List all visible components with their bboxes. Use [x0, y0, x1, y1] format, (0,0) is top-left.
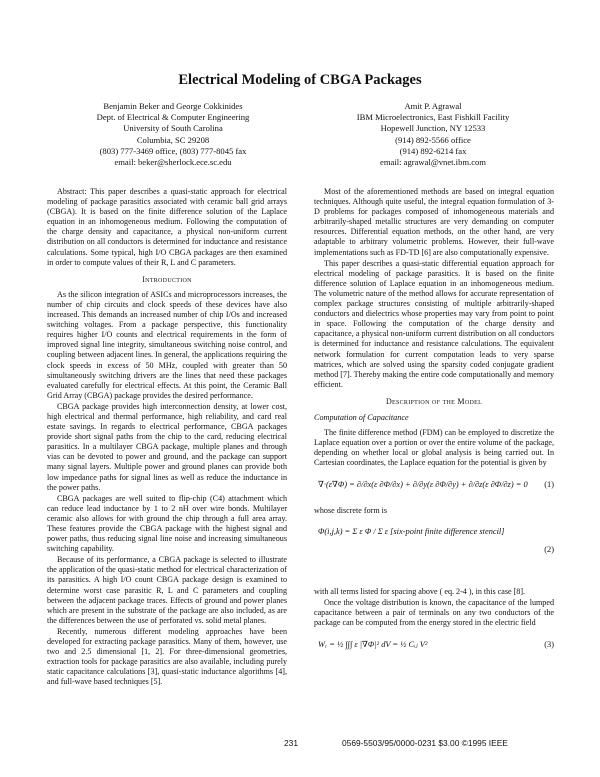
paragraph: Recently, numerous different modeling approaches have been developed for extracting package parasitics. Many of them, however, use two and 2.5 dimensional [1, 2]. For three-dimensional geometries, extraction tools for package parasitics are also available, including purely static capacitance calculations [3], quasi-static inductance algorithms [4], and full-wave based techniques [5].	[47, 626, 287, 687]
copyright-code: 0569-5503/95/0000-0231 $3.00 ©1995 IEEE	[342, 738, 508, 748]
subsection-heading-capacitance: Computation of Capacitance	[314, 412, 409, 422]
section-heading-introduction: Introduction	[142, 274, 192, 284]
author-name: Amit P. Agrawal	[404, 101, 462, 111]
paragraph: CBGA package provides high interconnection density, at lower cost, high electrical and thermal performance, high reliability, and card real estate savings. In regards to electrical performance, CBGA packages provide short signal paths from the chip to the card, reducing electrical parasitics. In a multilayer CBGA package, multiple planes and through vias can be devoted to power and ground, and the package can support many signal layers. Multiple power and ground planes can provide both low impedance paths for signal lines as well as reduce the inductance in the power paths.	[47, 401, 287, 492]
paragraph: with all terms listed for spacing above ( eq. 2-4 ), in this case [8].	[314, 586, 526, 596]
equation-body: Φ(i,j,k) = Σ ε Φ / Σ ε [six-point finite difference stencil]	[318, 526, 505, 536]
author-block-right	[308, 101, 558, 168]
abstract: Abstract: This paper describes a quasi-static approach for electrical modeling of package parasitics associated with ceramic ball grid arrays (CBGA). It is based on the finite difference solution of the Laplace equation in an inhomogeneous medium. Following the computation of the charge density and capacitance, a physical non-uniform current distribution on all conductors is determined for inductance and resistance calculations. Some typical, high I/O CBGA packages are then examined in order to compute values of their R, L and C parameters.	[47, 187, 287, 267]
equation-number: (2)	[544, 544, 554, 554]
author-phone: (914) 892-5566 office	[395, 134, 471, 145]
author-email: email: beker@sherlock.ece.sc.edu	[114, 157, 232, 168]
author-block-left	[48, 101, 298, 168]
equation-number: (3)	[544, 639, 554, 649]
author-phone: (803) 777-3469 office, (803) 777-8045 fax	[99, 145, 247, 156]
paragraph: CBGA packages are well suited to flip-chip (C4) attachment which can reduce lead inductance by 1 to 2 nH over wire bonds. Multilayer ceramic also allows for with ground the chip through a full area array. These features provide the CBGA package with the highest signal and power paths, thus reducing signal line noise and increasing simultaneous switching capability.	[47, 493, 287, 554]
equation-1	[314, 474, 554, 500]
equation-number: (1)	[544, 480, 554, 490]
equation-body: ∇·(ε∇Φ) = ∂/∂x(ε ∂Φ/∂x) + ∂/∂y(ε ∂Φ/∂y) + ∂/∂z(ε ∂Φ/∂z) = 0	[318, 480, 528, 490]
author-email: email: agrawal@vnet.ibm.com	[380, 157, 486, 168]
author-department: Dept. of Electrical & Computer Engineering	[96, 112, 250, 123]
paragraph: Because of its performance, a CBGA package is selected to illustrate the application of the quasi-static method for electrical characterization of its parasitics. A high I/O count CBGA package design is examined to determine worst case parasitic R, L and C parameters and coupling between the adjacent package traces. Effects of ground and power planes which are present in the substrate of the package are also included, as are the differences between the use of perforated vs. solid metal planes.	[47, 555, 287, 625]
paragraph: This paper describes a quasi-static differential equation approach for electrical modeling of package parasitics. It is based on the finite difference solution of Laplace equation in an inhomogeneous medium. The volumetric nature of the method allows for accurate representation of complex package structures consisting of multiple arbitrarily-shaped conductors and dielectrics whose properties may vary from point to point in space. Following the computation of the charge density and capacitance, a physical non-uniform current distribution on all conductors is determined for inductance and resistance calculations. The equivalent network formulation for current computation leads to very sparse matrices, which are solved using the sparsity coded conjugate gradient method [7]. Thereby making the entire code computationally and memory efficient.	[314, 258, 554, 389]
author-fax: (914) 892-6214 fax	[399, 145, 467, 156]
equation-body: Wₑ = ½ ∫∫∫ ε |∇Φ|² dV = ½ Cᵢⱼ V²	[318, 639, 428, 649]
equation-2	[314, 523, 554, 581]
equation-3	[314, 634, 554, 660]
paragraph: As the silicon integration of ASICs and microprocessors increases, the number of chip circuits and clock speeds of these devices have also increased. This demands an increased number of chip I/Os and increased switching voltages. From a package perspective, this functionality requires higher I/O counts and electrical requirements in the form of improved signal line integrity, simultaneous switching noise control, and coupling between adjacent lines. In general, the applications requiring the clock speeds in excess of 50 MHz, coupled with greater than 50 simultaneously switching drivers are the lines that need these packages evaluated carefully for electrical effects. At this point, the Ceramic Ball Grid Array (CBGA) package provides the desired performance.	[47, 289, 287, 400]
author-university: University of South Carolina	[123, 123, 223, 134]
author-names: Benjamin Beker and George Cokkinides	[103, 101, 243, 111]
page-number: 231	[284, 738, 298, 748]
paragraph: Most of the aforementioned methods are based on integral equation techniques. Although quite useful, the integral equation formulation of 3-D problems for packages composed of inhomogeneous materials and arbitrarily-shaped metallic structures are very demanding on computer resources. Differential equation methods, on the other hand, are very adaptable to arbitrary volumetric problems. However, their full-wave implementations such as FD-TD [6] are also computationally expensive.	[314, 187, 554, 257]
paragraph: Once the voltage distribution is known, the capacitance of the lumped capacitance between a pair of terminals on any two conductors of the package can be computed from the energy stored in the electric field	[314, 597, 554, 627]
author-city: Columbia, SC 29208	[136, 134, 210, 145]
paragraph: whose discrete form is	[314, 506, 388, 516]
right-column	[314, 187, 554, 666]
paragraph: The finite difference method (FDM) can be employed to discretize the Laplace equation over a portion or over the entire volume of the package, depending on whether local or global analysis is being carried out. In Cartesian coordinates, the Laplace equation for the potential is given by	[314, 428, 554, 468]
section-heading-model: Description of the Model	[385, 396, 483, 406]
author-affiliation: IBM Microelectronics, East Fishkill Facility	[356, 112, 510, 123]
paper-title: Electrical Modeling of CBGA Packages	[178, 72, 422, 88]
author-city: Hopewell Junction, NY 12533	[380, 123, 486, 134]
left-column	[47, 187, 287, 689]
